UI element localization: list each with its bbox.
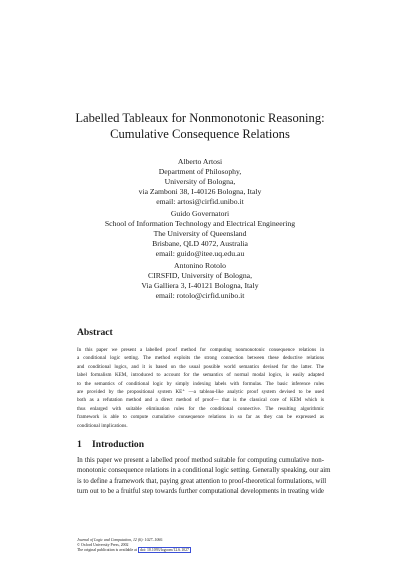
author-affiliation: University of Bologna, bbox=[164, 177, 236, 186]
author-list bbox=[0, 157, 400, 303]
author-affiliation: Department of Philosophy, bbox=[158, 167, 242, 176]
author-email: email: artosi@cirfid.unibo.it bbox=[156, 197, 244, 206]
abstract-line: In this paper we present a labelled proof method for computing nonmonotonic consequence relations in bbox=[77, 347, 324, 353]
author-affiliation: School of Information Technology and Electrical Engineering bbox=[104, 219, 296, 228]
intro-line: is to define a framework that, paying great attention to proof-theoretical formulations, will bbox=[77, 477, 327, 485]
abstract-line: framework is able to compute cumulative consequence relations in so far as they can be expressed as bbox=[77, 414, 324, 421]
original-publication-prefix: The original publication is available at bbox=[77, 548, 138, 552]
doi-link[interactable]: doi: 10.1093/logcom/12.6.1027 bbox=[139, 548, 190, 552]
author-address: via Zamboni 38, I-40126 Bologna, Italy bbox=[138, 187, 262, 196]
abstract-line: a conditional logic setting. The method exploits the strong connection between these deductive relations bbox=[77, 355, 324, 362]
author-name: Alberto Artosi bbox=[177, 157, 223, 166]
intro-line: In this paper we present a labelled proof method suitable for computing cumulative non- bbox=[77, 457, 324, 464]
author-email: email: guido@itee.uq.edu.au bbox=[155, 249, 245, 258]
author-name: Antonino Rotolo bbox=[174, 261, 226, 270]
abstract-line: both as a refutation method and a direct method of proof— that is the classical core of KEM which is bbox=[77, 397, 324, 404]
author-address: Via Galliera 3, I-40121 Bologna, Italy bbox=[141, 281, 259, 290]
abstract-heading: Abstract bbox=[77, 327, 113, 338]
section-number: 1 bbox=[77, 439, 82, 450]
abstract-line: and conditional logics, and it is based on the usual possible world semantics devised for the latter. The bbox=[77, 363, 324, 370]
introduction-text bbox=[77, 456, 331, 498]
journal-citation: Journal of Logic and Computation, 12 (6): 1027–1060. bbox=[77, 538, 164, 542]
author-email: email: rotolo@cirfid.unibo.it bbox=[155, 291, 245, 300]
author-rotolo bbox=[0, 261, 400, 301]
original-publication-note bbox=[77, 548, 191, 553]
abstract-line: to the semantics of conditional logic by simply indexing labels with formulas. The basic inference rules bbox=[77, 380, 324, 387]
author-governatori bbox=[0, 209, 400, 259]
abstract-line: thus enlarged with suitable elimination rules for the conditional connective. The resulting algorithmic bbox=[77, 405, 324, 412]
abstract-line: label formalism KEM, introduced to account for the semantics of normal modal logics, is easily adapted bbox=[77, 372, 324, 379]
abstract-line: conditional implications. bbox=[77, 422, 128, 429]
section-title: Introduction bbox=[92, 439, 145, 450]
intro-line: monotonic consequence relations in a conditional logic setting. Generally speaking, our aim bbox=[77, 467, 331, 475]
section-heading-introduction bbox=[77, 439, 144, 450]
author-name: Guido Governatori bbox=[170, 209, 230, 218]
abstract-line: are provided by the propositional system KE⁺ —a tableau-like analytic proof system devised to be used bbox=[77, 389, 324, 396]
publication-footnote bbox=[77, 538, 191, 553]
author-affiliation: The University of Queensland bbox=[153, 229, 247, 238]
paper-title bbox=[0, 110, 400, 142]
abstract-text bbox=[77, 346, 324, 430]
title-line-2: Cumulative Consequence Relations bbox=[110, 127, 290, 141]
author-artosi bbox=[0, 157, 400, 207]
author-address: Brisbane, QLD 4072, Australia bbox=[152, 239, 248, 248]
intro-line: turn out to be a fruitful step towards further computational developments in treating wide bbox=[77, 488, 324, 496]
title-line-1: Labelled Tableaux for Nonmonotonic Reasoning: bbox=[75, 111, 325, 125]
copyright-notice: © Oxford University Press, 2002 bbox=[77, 543, 129, 547]
author-affiliation: CIRSFID, University of Bologna, bbox=[148, 271, 252, 280]
